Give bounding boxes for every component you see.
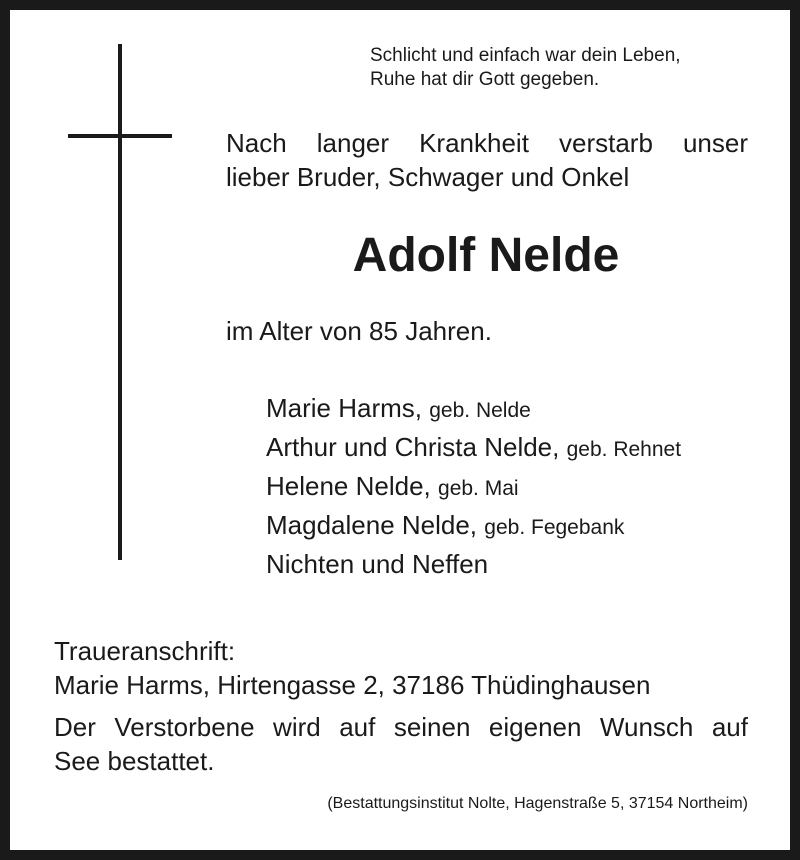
mourner-birth-name: geb. Nelde: [429, 399, 531, 422]
address-label: Traueranschrift:: [54, 636, 236, 666]
wish-line: See bestattet.: [54, 746, 215, 776]
mourner-birth-name: geb. Rehnet: [566, 438, 682, 461]
age-statement: im Alter von 85 Jahren.: [226, 316, 492, 346]
mourning-address: [54, 634, 754, 702]
verse-line: Ruhe hat dir Gott gegeben.: [370, 69, 600, 90]
mourner-entry: [266, 390, 766, 429]
mourner-name: Helene Nelde,: [266, 471, 431, 501]
funeral-home-credit: (Bestattungsinstitut Nolte, Hagenstraße 5, 37154 Northeim): [327, 795, 748, 812]
death-announcement: [226, 126, 748, 194]
mourner-entry: [266, 546, 766, 582]
address-line: Marie Harms, Hirtengasse 2, 37186 Thüdinghausen: [54, 670, 651, 700]
cross-vertical-bar: [118, 44, 122, 560]
verse: [370, 44, 770, 92]
mourner-entry: [266, 468, 766, 507]
announcement-line: lieber Bruder, Schwager und Onkel: [226, 162, 630, 192]
mourner-name: Marie Harms,: [266, 393, 423, 423]
mourner-entry: [266, 507, 766, 546]
wish-line: Der Verstorbene wird auf seinen eigenen Wunsch auf: [54, 712, 748, 742]
mourner-birth-name: geb. Fegebank: [484, 516, 625, 539]
mourners-list: [266, 390, 766, 582]
deceased-name: Adolf Nelde: [352, 229, 620, 282]
mourner-entry: [266, 429, 766, 468]
mourner-name: Arthur und Christa Nelde,: [266, 432, 560, 462]
mourner-birth-name: geb. Mai: [438, 477, 519, 500]
cross-horizontal-bar: [68, 134, 172, 138]
announcement-line: Nach langer Krankheit verstarb unser: [226, 128, 748, 158]
mourner-name: Magdalene Nelde,: [266, 510, 478, 540]
mourner-name: Nichten und Neffen: [266, 549, 489, 579]
verse-line: Schlicht und einfach war dein Leben,: [370, 45, 681, 66]
burial-wish: [54, 710, 748, 778]
